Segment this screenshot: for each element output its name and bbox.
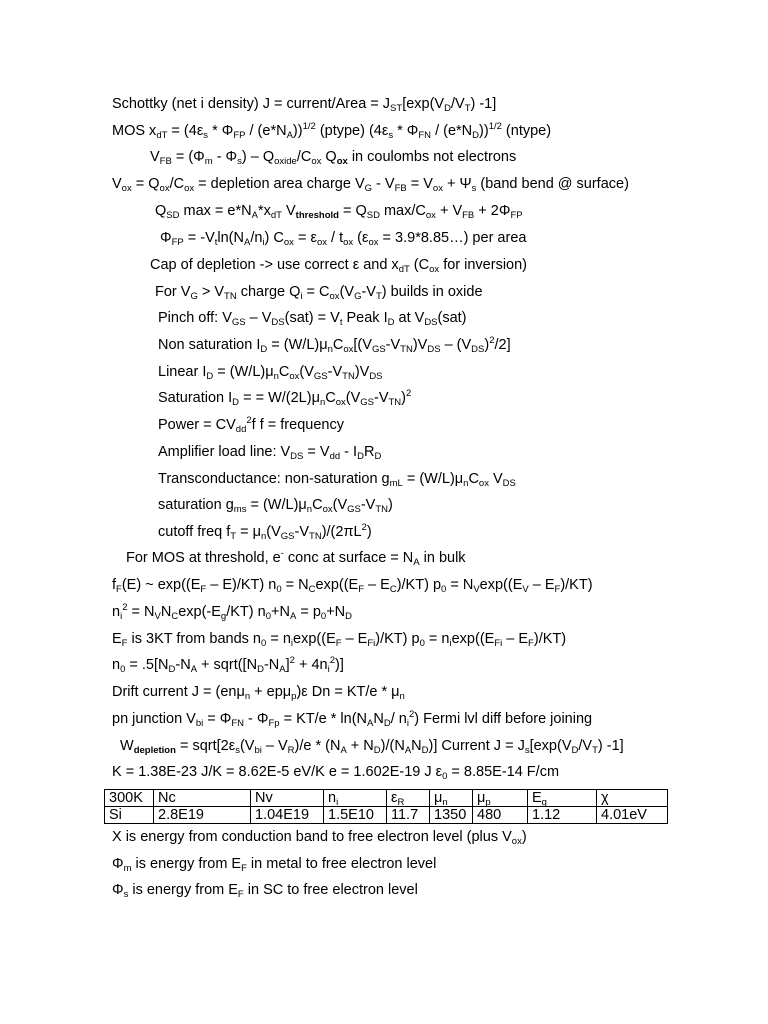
table-header-cell: $E_g$: [528, 790, 597, 807]
saturation-current-line: Saturation $I_D$ = = $W/(2L)\mu_nC_{ox}(V_{GS}-V_{TN})^2$: [158, 388, 412, 408]
constants-line: K = 1.38E-23 J/K = 8.62E-5 eV/K e = 1.602E-19 J $\varepsilon_0 = 8.85E-14$ F/cm: [112, 764, 560, 782]
table-header-cell: $\varepsilon_R$: [387, 790, 430, 807]
table-cell: 4.01eV: [597, 807, 668, 824]
pn-junction-line: pn junction $V_{bi} = \Phi_{FN} - \Phi_{Fp} = KT/e * \ln(N_AN_D/$ $n_i^2$) Fermi lvl diff before joining: [112, 709, 593, 729]
table-header-row: [105, 790, 668, 807]
fermi-potential-line: $\Phi_{FP} = -V_t\ln(N_A/n_i) C_{ox} = \varepsilon_{ox} / t_{ox}$ ($\varepsilon_{ox}$ = 3.9*8.85…) per area: [160, 230, 527, 248]
saturation-transconductance-line: saturation $g_{ms} = (W/L)\mu_nC_{ox}(V_{GS}-V_{TN})$: [158, 497, 393, 515]
table-cell: Si: [105, 807, 154, 824]
table-header-cell: Nv: [251, 790, 324, 807]
power-line: Power = $CV_{dd}^2f$ f = frequency: [158, 415, 344, 435]
schottky-current-line: Schottky (net i density) J = current/Area = $J_{ST}[\exp(V_D/V_T)$ -1]: [112, 96, 497, 114]
pinch-off-line: Pinch off: $V_{GS} - V_{DS}(sat) = V_t$ Peak $I_D$ at $V_{DS}(sat)$: [158, 310, 467, 328]
table-cell: 1350: [430, 807, 473, 824]
oxide-voltage-line: $V_{ox} = Q_{ox}/C_{ox}$ = depletion area charge $V_G - V_{FB} = V_{ox} + \Psi_s$ (band bend @ surface): [112, 176, 629, 194]
table-header-cell: Nc: [154, 790, 251, 807]
depletion-capacitance-line: Cap of depletion -> use correct ε and $x_{dT}$ ($C_{ox}$ for inversion): [150, 257, 528, 275]
fermi-level-line: $E_F$ is 3KT from bands $n_0 = n_i\exp((E_F - E_{Fi})/KT) p_0 = n_i\exp((E_{Fi} - E_F)/KT)$: [112, 631, 567, 649]
fermi-dirac-line: $f_F(E)$ ~ $\exp((E_F - E)/KT) n_0 = N_C\exp((E_F - E_C)/KT) p_0 = N_V\exp((E_V - E_F)/KT)$: [112, 577, 593, 595]
threshold-voltage-line: $Q_{SD}$ $\max = e*N_A*x_{dT}$ $V_{threshold} = Q_{SD}$ $\max/C_{ox} + V_{FB} + 2\Phi_{FP}$: [155, 203, 523, 221]
table-header-cell: $\mu_p$: [473, 790, 528, 807]
table-header-cell: χ: [597, 790, 668, 807]
table-cell: 1.5E10: [324, 807, 387, 824]
table-cell: 1.04E19: [251, 807, 324, 824]
linear-current-line: Linear $I_D = (W/L)\mu_nC_{ox}(V_{GS}-V_{TN})V_{DS}$: [158, 364, 383, 382]
electron-concentration-line: $n_0 = .5[N_D-N_A$ + $sqrt([N_D-N_A]^2 + 4n_i^2)$]: [112, 655, 344, 675]
phi-m-definition-line: $\Phi_m$ is energy from $E_F$ in metal to free electron level: [112, 856, 437, 874]
non-saturation-current-line: Non saturation $I_D = (W/L)\mu_nC_{ox}[(V_{GS}-V_{TN})V_{DS} - (V_{DS})^2/2]$: [158, 335, 511, 355]
table-cell: 2.8E19: [154, 807, 251, 824]
table-header-cell: 300K: [105, 790, 154, 807]
silicon-constants-table: [104, 789, 668, 824]
intrinsic-concentration-line: $n_i^2 = N_VN_C\exp(-E_g/KT) n_0+N_A = p_0+N_D$: [112, 602, 353, 622]
table-cell: 1.12: [528, 807, 597, 824]
table-row: [105, 807, 668, 824]
table-cell: 11.7: [387, 807, 430, 824]
cutoff-frequency-line: cutoff freq $f_T = \mu_n(V_{GS}-V_{TN})/(2\pi L^2)$: [158, 522, 372, 542]
chi-definition-line: X is energy from conduction band to free electron level (plus $V_{ox}$): [112, 829, 527, 847]
load-line: Amplifier load line: $V_{DS} = V_{dd} - I_DR_D$: [158, 444, 382, 462]
table-header-cell: $\mu_n$: [430, 790, 473, 807]
table-cell: 480: [473, 807, 528, 824]
inversion-charge-line: For $V_G > V_{TN}$ charge $Q_i = C_{ox}(V_G-V_T)$ builds in oxide: [155, 284, 483, 302]
transconductance-line: Transconductance: non-saturation $g_{mL} = (W/L)\mu_nC_{ox}$ $V_{DS}$: [158, 471, 516, 489]
flatband-voltage-line: $V_{FB} = (\Phi_m - \Phi_s) - Q_{oxide}/C_{ox}$ $Q_{ox}$ in coulombs not electrons: [150, 149, 517, 167]
phi-s-definition-line: $\Phi_s$ is energy from $E_F$ in SC to free electron level: [112, 882, 418, 900]
threshold-concentration-line: For MOS at threshold, e- conc at surface = $N_A$ in bulk: [126, 548, 466, 568]
mos-depletion-width-line: MOS $x_{dT} = (4\varepsilon_s * \Phi_{FP} / (e*N_A))^{1/2}$ (ptype) $(4\varepsilon_s * \Phi_{FN} / (e*N_D))^{1/2}$ (ntype): [112, 121, 552, 141]
depletion-width-line: $W_{depletion}$ = $sqrt[2\varepsilon_s(V_{bi} - V_R)/e * (N_A + N_D)/(N_AN_D)]$ Current $J = J_s[\exp(V_D/V_T)$ -1]: [120, 738, 624, 756]
drift-current-line: Drift current J = (enμ$_n$ + epμ$_p$)ε $Dn = KT/e * \mu_n$: [112, 684, 405, 702]
table-header-cell: $n_i$: [324, 790, 387, 807]
